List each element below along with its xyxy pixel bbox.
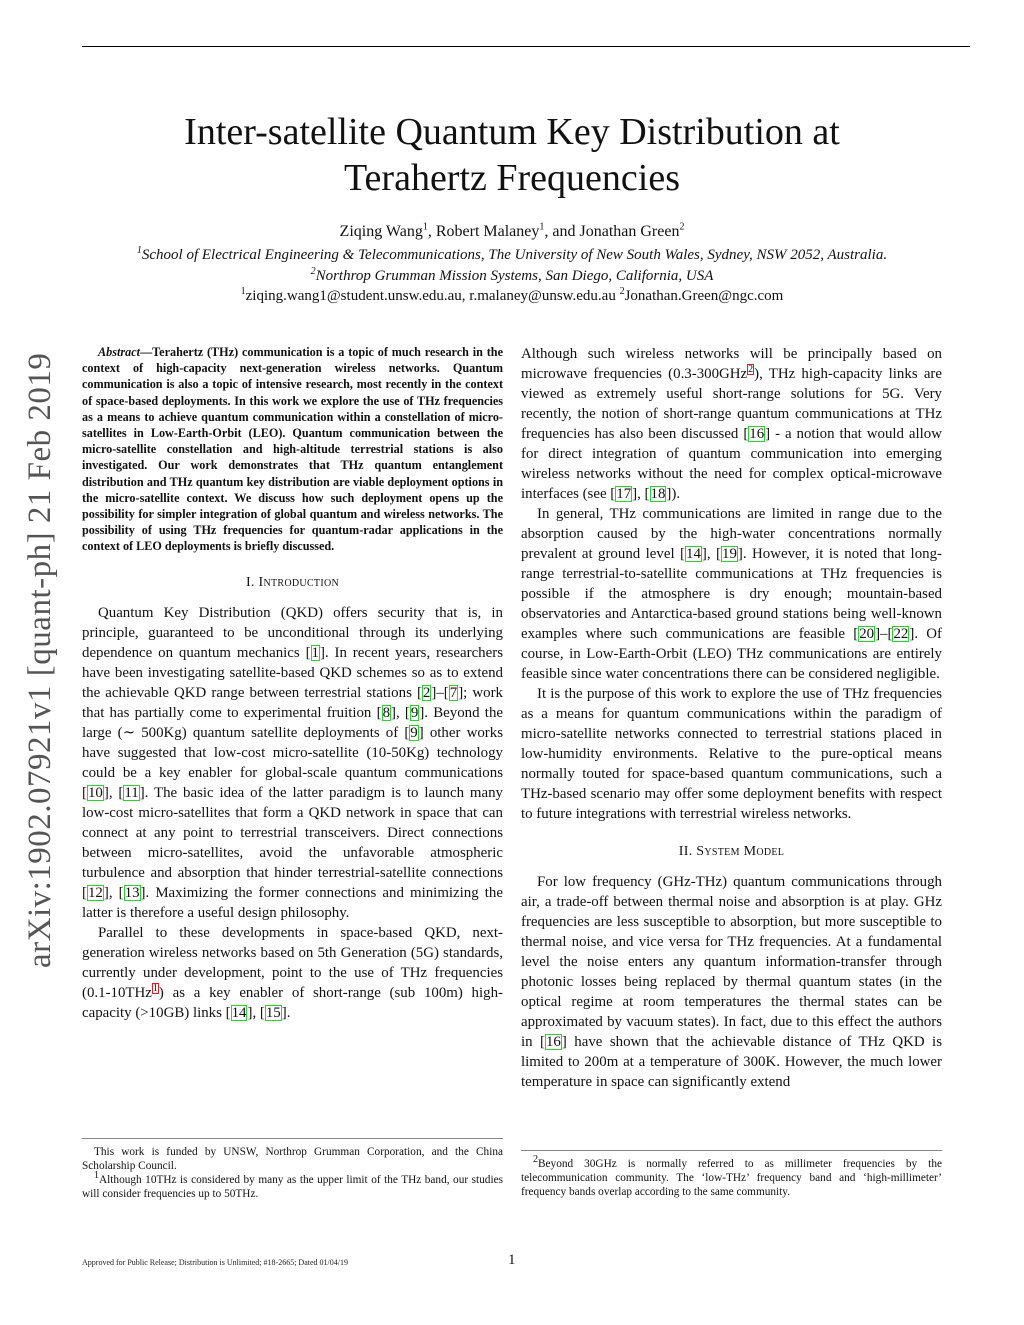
citation-link[interactable]: 22 (893, 626, 909, 642)
citation-link[interactable]: 13 (124, 884, 140, 901)
title-line-1: Inter-satellite Quantum Key Distribution at (184, 111, 840, 154)
author-separator: , (427, 223, 436, 240)
left-column (82, 344, 503, 1023)
intro-paragraph-3: Although such wireless networks will be principally based on microwave frequencies (0.3-300GHz$^2$), THz high-capacity links are viewed as extremely useful short-range solutions for 5G. Very recently, the notion of short-range quantum communications at THz frequencies has also been discussed [16] - a notion that would allow for direct integration of quantum communication into emerging wireless networks without the need for complex optical-microwave interfaces (see [17], [18]). (521, 346, 942, 502)
citation-link[interactable]: 20 (859, 626, 875, 642)
citation-link[interactable]: 1 (311, 644, 319, 661)
intro-paragraph-5: It is the purpose of this work to explore the use of THz frequencies as a means for quantum communications within the paradigm of micro-satellite networks connected to terrestrial stations placed in low-humidity environments. Relative to the pure-optical means normally touted for space-based quantum communications, such a THz-based scenario may offer some deployment benefits with respect to future integrations with terrestrial wireless networks. (521, 686, 942, 822)
abstract-text: —Terahertz (THz) communication is a topic of much research in the context of high-capacity next-generation wireless networks. Quantum communication is also a topic of intensive research, most recently in the context of space-based deployments. In this work we explore the use of THz frequencies as a means to achieve quantum communication within a constellation of micro-satellites in Low-Earth-Orbit (LEO). Quantum communication between the micro-satellite constellation and high-altitude terrestrial stations is also investigated. Our work demonstrates that THz quantum entanglement distribution and THz quantum key distribution are viable deployment options in the micro-satellite context. We discuss how such deployment opens up the possibility for simpler integration of global quantum and wireless networks. The possibility of using THz frequencies for quantum-radar applications in the context of LEO deployments is briefly discussed. (82, 345, 503, 554)
footnote-link[interactable]: 1 (152, 982, 158, 994)
section-heading-system-model: II. System Model (678, 844, 785, 859)
title-line-2: Terahertz Frequencies (344, 157, 680, 200)
footnote-2: $^2$Beyond 30GHz is normally referred to as millimeter frequencies by the telecommunication community. The ‘low-THz’ frequency band and ‘high-millimeter’ frequency bands overlap according to the same community. (521, 1154, 942, 1198)
affiliation-mark: 2 (310, 266, 316, 277)
affiliation-1 (82, 245, 942, 265)
footnotes-right (521, 1150, 942, 1199)
citation-link[interactable]: 19 (722, 546, 737, 562)
affiliation-mark: 1 (240, 286, 246, 297)
affiliation-mark: 1 (539, 221, 545, 233)
citation-link[interactable]: 14 (686, 546, 701, 562)
top-rule (82, 46, 970, 47)
affiliation-text: School of Electrical Engineering & Telecommunications, The University of New South Wales, Sydney, NSW 2052, Australia. (141, 247, 888, 263)
author-name: Jonathan Green (579, 223, 680, 240)
section-heading-introduction: I. Introduction (245, 574, 340, 590)
affiliation-2 (82, 266, 942, 286)
affiliation-text: Northrop Grumman Mission Systems, San Diego, California, USA (315, 268, 714, 284)
affiliation-mark: 1 (136, 245, 142, 256)
citation-link[interactable]: 9 (410, 704, 419, 721)
author-name: Ziqing Wang (339, 223, 423, 240)
intro-paragraph-4: In general, THz communications are limited in range due to the absorption caused by the high-water concentrations normally prevalent at ground level [14], [19]. However, it is noted that long-range terrestrial-to-satellite communications at THz frequencies is possible if the atmosphere is dry enough; mountain-based observatories and Antarctica-based ground stations being well-known examples where such communications are feasible [20]–[22]. Of course, in Low-Earth-Orbit (LEO) THz communications are entirely feasible since water concentrations there can be considered negligible. (521, 506, 942, 682)
author-separator: , and (544, 223, 580, 240)
citation-link[interactable]: 12 (87, 884, 103, 901)
author-name: Robert Malaney (435, 223, 540, 240)
abstract (82, 344, 503, 555)
footnote-mark: 1 (94, 1170, 99, 1182)
citation-link[interactable]: 15 (265, 1004, 281, 1021)
citation-link[interactable]: 11 (124, 784, 139, 801)
abstract-label: Abstract (98, 345, 140, 359)
right-column (521, 344, 942, 1092)
arxiv-identifier: arXiv:1902.07921v1 [quant-ph] 21 Feb 2019 (22, 352, 58, 968)
footnote-mark: 2 (533, 1154, 538, 1166)
affiliation-mark: 2 (679, 221, 685, 233)
intro-paragraph-1: Quantum Key Distribution (QKD) offers security that is, in principle, guaranteed to be unconditional through its underlying dependence on quantum mechanics [1]. In recent years, researchers have been investigating satellite-based QKD schemes so as to extend the achievable QKD range between terrestrial stations [2]–[7]; work that has partially come to experimental fruition [8], [9]. Beyond the large (∼ 500Kg) quantum satellite deployments of [9] other works have suggested that low-cost micro-satellite (10-50Kg) technology could be a key enabler for global-scale quantum communications [10], [11]. The basic idea of the latter paradigm is to launch many low-cost micro-satellites that form a QKD network in space that can connect at any point to terrestrial transceivers. Direct connections between micro-satellites, avoid the unfavorable atmospheric turbulence and absorption that hinder terrestrial-satellite connections [12], [13]. Maximizing the former connections and minimizing the latter is therefore a useful design philosophy. (82, 604, 503, 921)
citation-link[interactable]: 16 (545, 1034, 561, 1050)
citation-link[interactable]: 2 (422, 684, 431, 701)
footnotes-left (82, 1138, 503, 1201)
author-emails (82, 286, 942, 306)
intro-paragraph-2: Parallel to these developments in space-based QKD, next-generation wireless networks based on 5th Generation (5G) standards, currently under development, point to the use of THz frequencies (0.1-10THz$^1$) as a key enabler of short-range (sub 100m) high-capacity (>10GB) links [14], [15]. (82, 924, 503, 1021)
footnote-1: $^1$Although 10THz is considered by many as the upper limit of the THz band, our studies will consider frequencies up to 50THz. (82, 1170, 503, 1200)
citation-link[interactable]: 17 (616, 486, 632, 502)
system-paragraph-1: For low frequency (GHz-THz) quantum communications through air, a trade-off between thermal noise and absorption is at play. GHz frequencies are less susceptible to absorption, but more susceptible to thermal noise, and vice versa for THz frequencies. At a fundamental level the noise enters any quantum information-transfer through photonic losses being replaced by thermal quantum states (in the optical regime at room temperatures the thermal states can be approximated by vacuum states). In fact, due to this effect the authors in [16] have shown that the achievable distance of THz QKD is limited to 200m at a temperature of 300K. However, the much lower temperature in space can significantly extend (521, 874, 942, 1090)
citation-link[interactable]: 8 (382, 704, 391, 721)
funding-footnote: This work is funded by UNSW, Northrop Grumman Corporation, and the China Scholarship Council. (82, 1146, 503, 1172)
page-number: 1 (508, 1252, 516, 1268)
email-text: ziqing.wang1@student.unsw.edu.au, r.malaney@unsw.edu.au (245, 288, 620, 304)
email-text: Jonathan.Green@ngc.com (624, 288, 784, 304)
citation-link[interactable]: 7 (449, 684, 458, 701)
citation-link[interactable]: 14 (231, 1004, 247, 1021)
author-list (82, 222, 942, 242)
approval-notice: Approved for Public Release; Distribution is Unlimited; #18-2665; Dated 01/04/19 (82, 1258, 348, 1267)
citation-link[interactable]: 9 (410, 724, 418, 741)
citation-link[interactable]: 10 (87, 784, 103, 801)
affiliation-mark: 2 (619, 286, 625, 297)
footnote-link[interactable]: 2 (748, 364, 754, 376)
paper-title (82, 109, 942, 201)
citation-link[interactable]: 16 (749, 426, 765, 442)
citation-link[interactable]: 18 (650, 486, 666, 502)
affiliation-mark: 1 (422, 221, 428, 233)
